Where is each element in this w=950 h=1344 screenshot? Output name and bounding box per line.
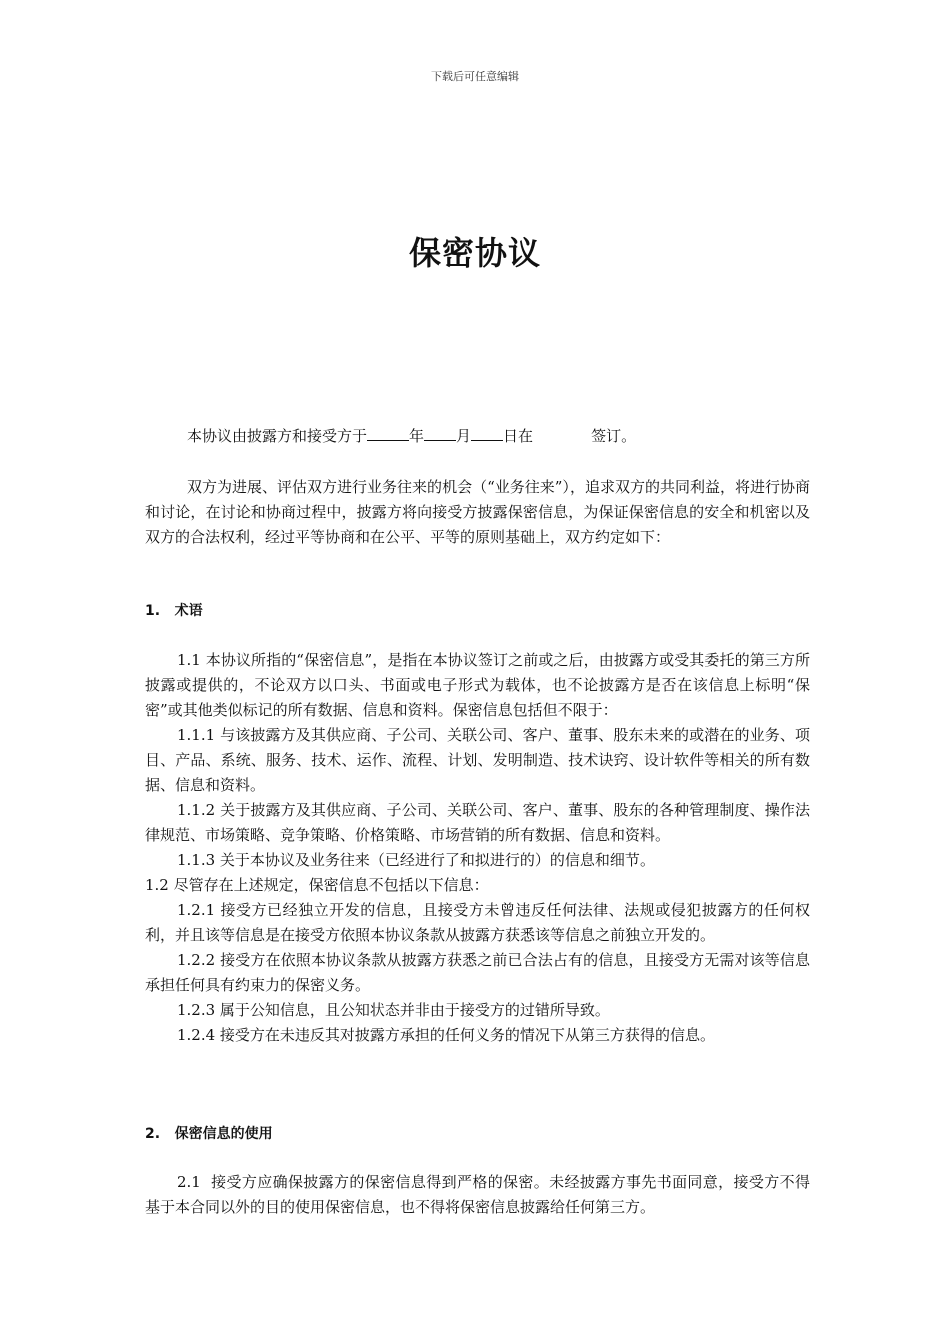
section-1-block [145, 599, 810, 624]
clause-1-2: 1.2 尽管存在上述规定，保密信息不包括以下信息： [145, 876, 489, 894]
year-label: 年 [409, 427, 425, 445]
clause-1-1: 1.1 本协议所指的“保密信息”，是指在本协议签订之前或之后，由披露方或受其委托的第三方所披露或提供的，不论双方以口头、书面或电子形式为载体，也不论披露方是否在该信息上标明“保密”或其他类似标记的所有数据、信息和资料。保密信息包括但不限于： [145, 651, 810, 719]
day-label: 日在 [503, 427, 534, 445]
signing-suffix: 签订。 [591, 427, 637, 445]
document-title: 保密协议 [408, 234, 541, 272]
section-2-heading: 2. 保密信息的使用 [145, 1126, 273, 1142]
month-blank [424, 423, 456, 441]
year-blank [367, 423, 409, 441]
clause-1-1-3: 1.1.3 关于本协议及业务往来（已经进行了和拟进行的）的信息和细节。 [177, 851, 655, 869]
section-1-heading: 1. 术语 [145, 603, 203, 619]
preamble-block [145, 475, 810, 550]
clause-1-2-3: 1.2.3 属于公知信息，且公知状态并非由于接受方的过错所导致。 [177, 1001, 610, 1019]
section-2-clauses [145, 1170, 810, 1220]
preamble-paragraph: 双方为进展、评估双方进行业务往来的机会（“业务往来”），追求双方的共同利益，将进行协商和讨论，在讨论和协商过程中，披露方将向接受方披露保密信息，为保证保密信息的安全和机密以及双方的合法权利，经过平等协商和在公平、平等的原则基础上，双方约定如下： [145, 478, 810, 546]
signing-prefix: 本协议由披露方和接受方于 [187, 427, 368, 445]
header-note: 下载后可任意编辑 [431, 70, 519, 83]
day-blank [471, 423, 503, 441]
clause-1-2-4: 1.2.4 接受方在未违反其对披露方承担的任何义务的情况下从第三方获得的信息。 [177, 1026, 715, 1044]
clause-2-1: 2.1 接受方应确保披露方的保密信息得到严格的保密。未经披露方事先书面同意，接受方不得基于本合同以外的目的使用保密信息，也不得将保密信息披露给任何第三方。 [145, 1173, 810, 1216]
month-label: 月 [456, 427, 472, 445]
clause-1-2-2: 1.2.2 接受方在依照本协议条款从披露方获悉之前已合法占有的信息，且接受方无需对该等信息承担任何具有约束力的保密义务。 [145, 951, 810, 994]
clause-1-2-1: 1.2.1 接受方已经独立开发的信息，且接受方未曾违反任何法律、法规或侵犯披露方的任何权利，并且该等信息是在接受方依照本协议条款从披露方获悉该等信息之前独立开发的。 [145, 901, 810, 944]
signing-paragraph [145, 423, 810, 449]
section-1-clauses [145, 648, 810, 1048]
clause-1-1-1: 1.1.1 与该披露方及其供应商、子公司、关联公司、客户、董事、股东未来的或潜在的业务、项目、产品、系统、服务、技术、运作、流程、计划、发明制造、技术诀窍、设计软件等相关的所有数据、信息和资料。 [145, 726, 810, 794]
clause-1-1-2: 1.1.2 关于披露方及其供应商、子公司、关联公司、客户、董事、股东的各种管理制度、操作法律规范、市场策略、竞争策略、价格策略、市场营销的所有数据、信息和资料。 [145, 801, 810, 844]
signing-line [145, 423, 810, 449]
section-2-block [145, 1122, 810, 1147]
